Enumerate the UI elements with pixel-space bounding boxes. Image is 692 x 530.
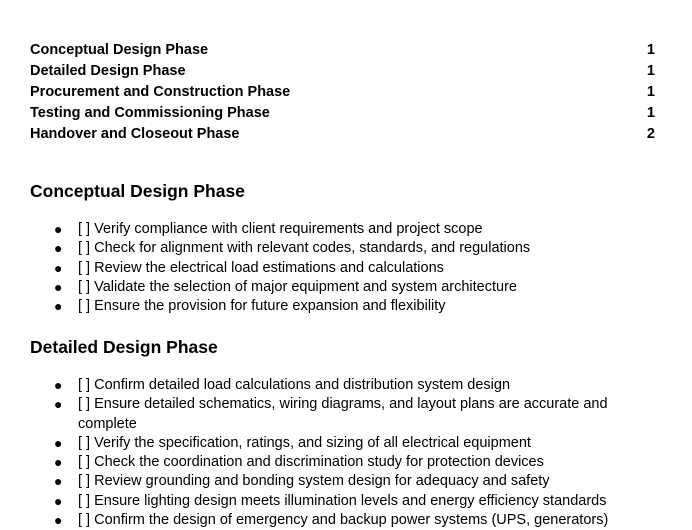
toc-entry-procurement-construction[interactable] [30, 82, 655, 103]
bullet-icon: ● [54, 473, 63, 490]
section-conceptual-design [30, 180, 660, 316]
checklist-item-text: [ ] Check for alignment with relevant codes, standards, and regulations [78, 240, 531, 257]
toc-entry-conceptual-design[interactable] [30, 40, 655, 61]
checklist-item-text: [ ] Validate the selection of major equipment and system architecture [78, 278, 517, 295]
bullet-icon: ● [54, 377, 63, 393]
toc-entry-title[interactable]: Detailed Design Phase [30, 63, 186, 79]
bullet-icon: ● [54, 454, 63, 471]
toc-entry-title[interactable]: Handover and Closeout Phase [30, 126, 240, 142]
checklist-item [30, 239, 660, 258]
checklist-item [30, 395, 660, 434]
checklist-item [30, 511, 660, 530]
checklist-item-text: [ ] Review the electrical load estimations and calculations [78, 259, 444, 276]
checklist-item [30, 492, 660, 511]
checklist-item [30, 472, 660, 491]
toc-entry-detailed-design[interactable] [30, 61, 655, 82]
checklist-item-text: [ ] Ensure the provision for future expansion and flexibility [78, 298, 446, 315]
checklist-item [30, 220, 660, 239]
checklist-item-text: [ ] Ensure lighting design meets illumination levels and energy efficiency standards [78, 492, 607, 509]
checklist-item-text: [ ] Confirm detailed load calculations and distribution system design [78, 377, 511, 393]
checklist-item-text: [ ] Check the coordination and discrimination study for protection devices [78, 454, 544, 471]
toc-entry-page: 1 [646, 105, 655, 121]
bullet-icon: ● [54, 492, 63, 509]
table-of-contents [30, 40, 655, 145]
checklist [30, 220, 660, 316]
bullet-icon: ● [54, 240, 63, 257]
toc-entry-page: 1 [646, 42, 655, 58]
bullet-icon: ● [54, 396, 63, 413]
bullet-icon: ● [54, 278, 63, 295]
checklist-item-text: [ ] Ensure detailed schematics, wiring diagrams, and layout plans are accurate and complete [78, 396, 608, 432]
toc-entry-page: 1 [646, 84, 655, 100]
section-detailed-design [30, 336, 660, 530]
checklist-item-text: [ ] Verify compliance with client requirements and project scope [78, 221, 483, 237]
checklist-item [30, 434, 660, 453]
bullet-icon: ● [54, 221, 63, 237]
toc-entry-page: 1 [646, 63, 655, 79]
bullet-icon: ● [54, 512, 63, 529]
toc-entry-title[interactable]: Testing and Commissioning Phase [30, 105, 270, 121]
bullet-icon: ● [54, 298, 63, 315]
checklist-item [30, 376, 660, 395]
bullet-icon: ● [54, 259, 63, 276]
checklist-item [30, 259, 660, 278]
checklist-item [30, 453, 660, 472]
checklist-item-text: [ ] Confirm the design of emergency and backup power systems (UPS, generators) [78, 512, 609, 529]
bullet-icon: ● [54, 434, 63, 451]
toc-entry-handover-closeout[interactable] [30, 124, 655, 145]
toc-entry-page: 2 [646, 126, 655, 142]
toc-entry-title[interactable]: Conceptual Design Phase [30, 42, 209, 58]
toc-entry-testing-commissioning[interactable] [30, 103, 655, 124]
section-heading: Conceptual Design Phase [30, 181, 245, 201]
checklist [30, 376, 660, 530]
checklist-item [30, 278, 660, 297]
checklist-item-text: [ ] Review grounding and bonding system design for adequacy and safety [78, 473, 550, 490]
checklist-item [30, 297, 660, 316]
toc-entry-title[interactable]: Procurement and Construction Phase [30, 84, 291, 100]
section-heading: Detailed Design Phase [30, 337, 218, 357]
checklist-item-text: [ ] Verify the specification, ratings, and sizing of all electrical equipment [78, 434, 531, 451]
